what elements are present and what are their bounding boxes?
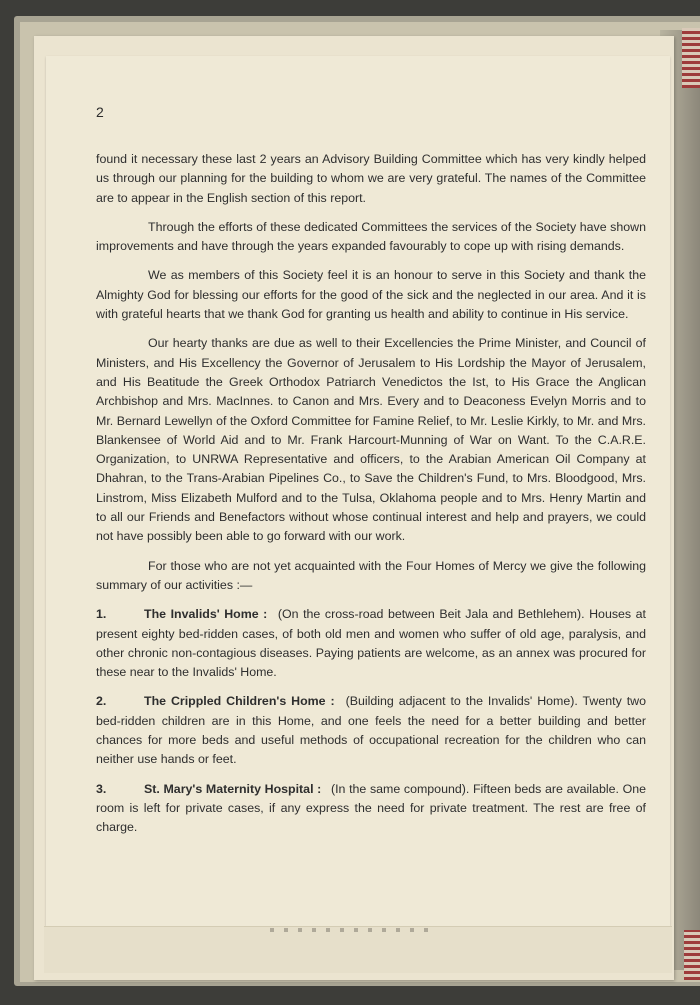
item-title: The Invalids' Home :	[144, 607, 268, 622]
item-number: 2.	[96, 694, 107, 709]
list-item	[96, 605, 646, 682]
page-number: 2	[96, 104, 104, 120]
list-item	[96, 692, 646, 769]
next-page-edge	[44, 926, 672, 973]
item-text: (On the cross-road between Beit Jala and Bethlehem). Houses at present eighty bed-ridden cases, of both old men and women who suffer of old age, paralysis, and other chronic non-contagious diseases. Paying patients are welcome, as an annex was procured for these near to the Invalids' Home.	[96, 607, 646, 680]
item-number: 3.	[96, 781, 107, 796]
binding-thread-bottom	[684, 930, 700, 980]
binding-thread-top	[682, 28, 700, 88]
paragraph: We as members of this Society feel it is an honour to serve in this Society and thank the Almighty God for blessing our efforts for the good of the sick and the neglected in our area. And it is with grateful hearts that we thank God for granting us health and ability to continue in His service.	[96, 268, 646, 322]
body-text	[96, 150, 646, 848]
bleed-through-text	[270, 928, 430, 932]
item-text: (In the same compound). Fifteen beds are available. One room is left for private cases, if any express the need for private treatment. The rest are free of charge.	[96, 781, 647, 835]
list-item	[96, 780, 646, 838]
paragraph: Through the efforts of these dedicated Committees the services of the Society have shown improvements and have through the years expanded favourably to cope up with rising demands.	[96, 219, 646, 254]
item-title: The Crippled Children's Home :	[144, 694, 335, 709]
paragraph: Our hearty thanks are due as well to their Excellencies the Prime Minister, and Council of Ministers, and His Excellency the Governor of Jerusalem to His Lordship the Mayor of Jerusalem, and His Beatitude the Greek Orthodox Patriarch Venedictos the Ist, to His Grace the Anglican Archbishop and Mrs. MacInnes. to Canon and Mrs. Every and to Deaconess Evelyn Morris and to Mr. Bernard Lewellyn of the Oxford Committee for Famine Relief, to Mr. Leslie Kirkly, to Mr. and Mrs. Blankensee of World Aid and to Mr. Frank Harcourt-Munning of War on Want. To the C.A.R.E. Organization, to UNRWA Representative and officers, to the Arabian American Oil Company at Dhahran, to the Trans-Arabian Pipelines Co., to Save the Children's Fund, to Mrs. Bloodgood, Mrs. Linstrom, Miss Elizabeth Mulford and to the Tulsa, Oklahoma people and to Mrs. Henry Martin and to all our Friends and Benefactors without whose continual interest and help and prayers, we could not have possibly been able to go forward with our work.	[96, 336, 646, 544]
item-number: 1.	[96, 607, 107, 622]
paragraph: For those who are not yet acquainted with the Four Homes of Mercy we give the following summary of our activities :—	[96, 558, 646, 592]
paragraph: found it necessary these last 2 years an Advisory Building Committee which has very kindly helped us through our planning for the building to whom we are very grateful. The names of the Committee are to appear in the English section of this report.	[96, 152, 646, 205]
item-text: (Building adjacent to the Invalids' Home). Twenty two bed-ridden children are in this Home, and one feels the need for a better building and better chances for more beds and useful methods of occupational recreation for the children who can neither use hands or feet.	[96, 694, 646, 767]
item-title: St. Mary's Maternity Hospital :	[144, 781, 322, 796]
